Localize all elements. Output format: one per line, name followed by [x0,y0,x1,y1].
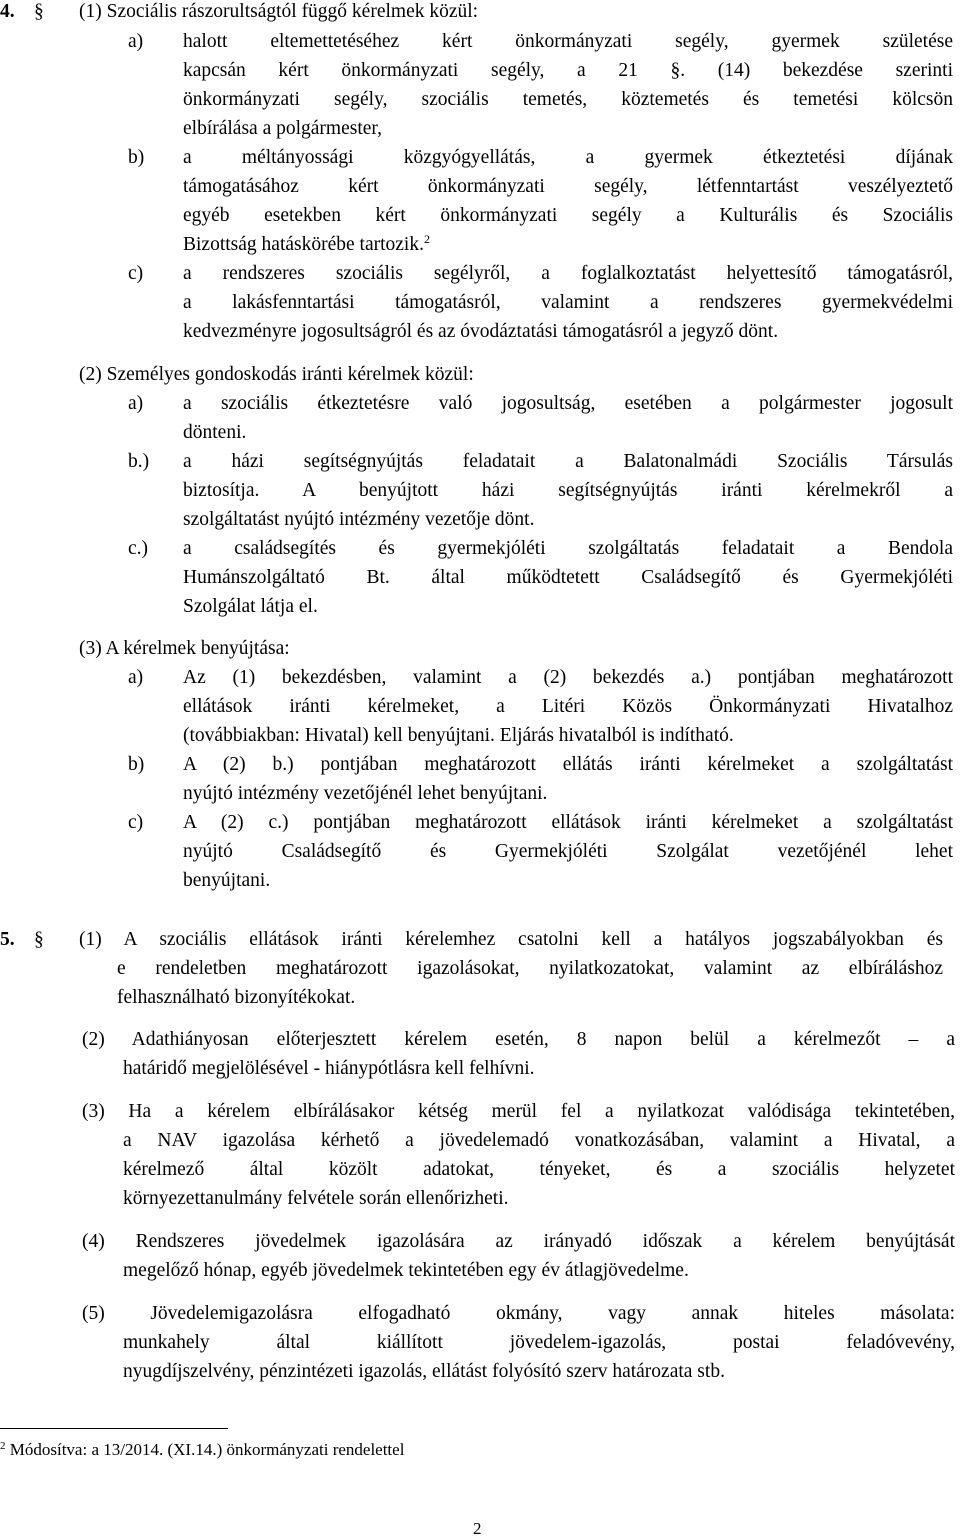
s5-p1-line: (1) A szociális ellátások iránti kérelemhez csatolni kell a hatályos jogszabályokban és [79,929,943,950]
s4-p1-a-label: a) [128,31,144,52]
s4-p1-c-label: c) [128,263,144,284]
s4-p2-c-line: a családsegítés és gyermekjóléti szolgáltatás feladatait a Bendola [183,538,953,559]
footnote-ref[interactable]: 2 [423,232,430,246]
s5-p4-line: megelőző hónap, egyéb jövedelmek tekintetében egy év átlagjövedelme. [123,1260,689,1281]
s4-p3-a-line: ellátások iránti kérelmeket, a Litéri Közös Önkormányzati Hivatalhoz [183,696,953,717]
s4-p3-c-line: nyújtó Családsegítő és Gyermekjóléti Szolgálat vezetőjénél lehet [183,841,953,862]
s5-p3-line: kérelmező által közölt adatokat, tényeket, és a szociális helyzetet [123,1159,955,1180]
footnote-separator [0,1428,228,1429]
s4-p3-c-line: benyújtani. [183,870,271,891]
s4-p3-a-line: (továbbiakban: Hivatal) kell benyújtani. Eljárás hivatalból is indítható. [183,725,734,746]
s5-p4-line: (4) Rendszeres jövedelmek igazolására az irányadó időszak a kérelem benyújtását [82,1231,955,1252]
s4-p3-b-label: b) [128,754,145,775]
page-number: 2 [473,1519,482,1538]
s4-p1-b-line: a méltányossági közgyógyellátás, a gyermek étkeztetési díjának [183,147,953,168]
s4-p3-a-label: a) [128,667,144,688]
s4-p2-intro: (2) Személyes gondoskodás iránti kérelmek közül: [79,364,474,385]
section-4-number: 4. [0,1,15,22]
s5-p3-line: a NAV igazolása kérhető a jövedelemadó vonatkozásában, valamint a Hivatal, a [123,1130,955,1151]
s4-p2-b-line: a házi segítségnyújtás feladatait a Balatonalmádi Szociális Társulás [183,451,953,472]
s4-p1-c-line: kedvezményre jogosultságról és az óvodáztatási támogatásról a jegyző dönt. [183,321,779,342]
s4-p2-b-line: biztosítja. A benyújtott házi segítségnyújtás iránti kérelmekről a [183,480,953,501]
s4-p2-b-line: szolgáltatást nyújtó intézmény vezetője dönt. [183,509,535,530]
s5-p5-line: munkahely által kiállított jövedelem-igazolás, postai feladóvevény, [123,1332,955,1353]
s4-p3-c-label: c) [128,812,144,833]
s4-p1-a-line: önkormányzati segély, szociális temetés, köztemetés és temetési kölcsön [183,89,953,110]
s5-p5-line: (5) Jövedelemigazolásra elfogadható okmány, vagy annak hiteles másolata: [82,1303,955,1324]
section-4-sign: § [34,1,44,22]
s4-p1-b-line: Bizottság hatáskörébe tartozik. [183,234,424,255]
footnote-mark: 2 [0,1440,6,1452]
s4-p3-b-line: A (2) b.) pontjában meghatározott ellátás iránti kérelmeket a szolgáltatást [183,754,953,775]
s4-p2-c-line: Humánszolgáltató Bt. által működtetett Családsegítő és Gyermekjóléti [183,567,953,588]
s4-p1-b-label: b) [128,147,145,168]
footnote [0,1439,404,1461]
s5-p1-line: e rendeletben meghatározott igazolásokat, nyilatkozatokat, valamint az elbíráláshoz [117,958,943,979]
s5-p2-line: (2) Adathiányosan előterjesztett kérelem esetén, 8 napon belül a kérelmezőt – a [82,1029,955,1050]
s5-p5-line: nyugdíjszelvény, pénzintézeti igazolás, ellátást folyósító szerv határozata stb. [123,1361,725,1382]
s5-p3-line: környezettanulmány felvétele során ellenőrizheti. [123,1188,509,1209]
s4-p1-b-last-line [183,233,430,257]
s4-p1-a-line: elbírálása a polgármester, [183,118,382,139]
s4-p1-c-line: a lakásfenntartási támogatásról, valamint a rendszeres gyermekvédelmi [183,292,953,313]
s4-p3-intro: (3) A kérelmek benyújtása: [79,638,290,659]
s4-p2-c-line: Szolgálat látja el. [183,596,318,617]
s4-p2-c-label: c.) [128,538,149,559]
s4-p3-a-line: Az (1) bekezdésben, valamint a (2) bekezdés a.) pontjában meghatározott [183,667,953,688]
s4-p2-b-label: b.) [128,451,150,472]
s5-p1-line: felhasználható bizonyítékokat. [117,987,356,1008]
s4-p2-a-label: a) [128,393,144,414]
s4-p2-a-line: a szociális étkeztetésre való jogosultság, esetében a polgármester jogosult [183,393,953,414]
s4-p3-c-line: A (2) c.) pontjában meghatározott ellátások iránti kérelmeket a szolgáltatást [183,812,953,833]
s4-p1-a-line: kapcsán kért önkormányzati segély, a 21 §. (14) bekezdése szerinti [183,60,953,81]
s5-p2-line: határidő megjelölésével - hiánypótlásra kell felhívni. [123,1058,535,1079]
section-5-sign: § [34,929,44,950]
s4-p1-a-line: halott eltemettetéséhez kért önkormányzati segély, gyermek születése [183,31,953,52]
section-5-number: 5. [0,929,15,950]
s4-p3-b-line: nyújtó intézmény vezetőjénél lehet benyújtani. [183,783,548,804]
s4-p1-intro: (1) Szociális rászorultságtól függő kérelmek közül: [79,1,479,22]
s4-p1-b-line: támogatásához kért önkormányzati segély, létfenntartást veszélyeztető [183,176,953,197]
footnote-text: Módosítva: a 13/2014. (XI.14.) önkormányzati rendelettel [9,1440,405,1459]
s4-p1-b-line: egyéb esetekben kért önkormányzati segély a Kulturális és Szociális [183,205,953,226]
s4-p2-a-line: dönteni. [183,422,247,443]
s4-p1-c-line: a rendszeres szociális segélyről, a foglalkoztatást helyettesítő támogatásról, [183,263,953,284]
s5-p3-line: (3) Ha a kérelem elbírálásakor kétség merül fel a nyilatkozat valódisága tekintetében, [82,1101,955,1122]
